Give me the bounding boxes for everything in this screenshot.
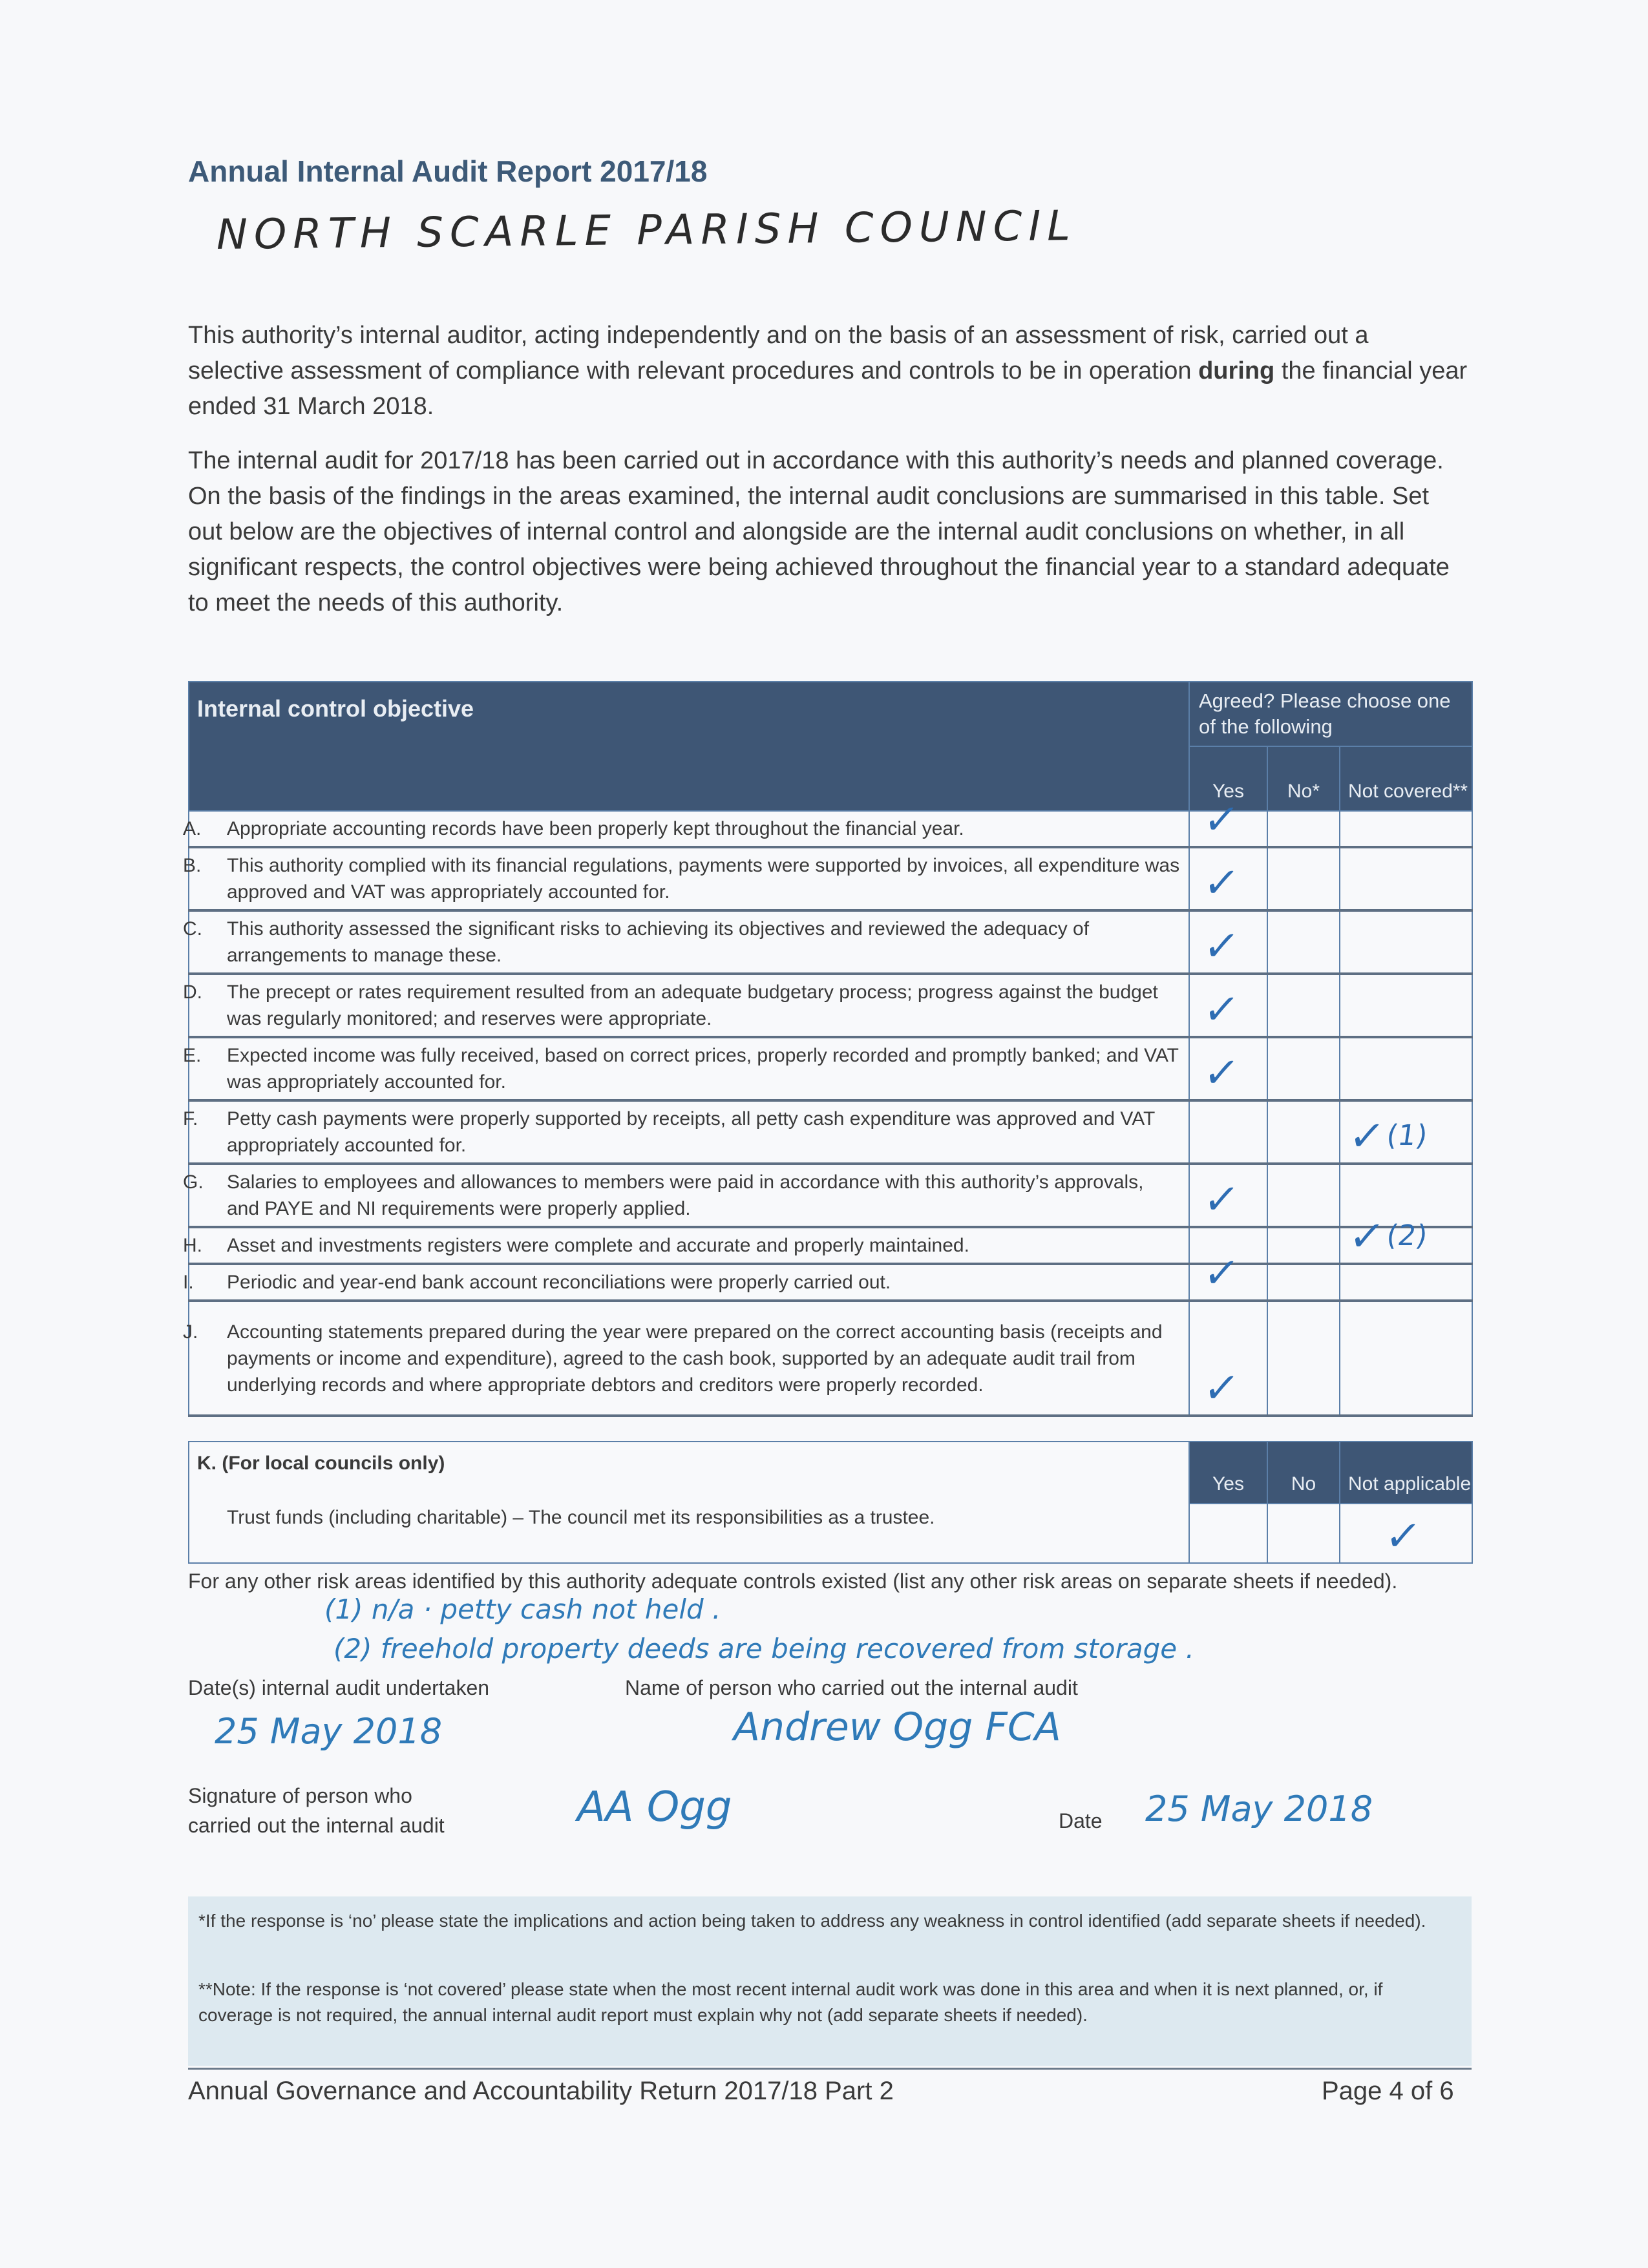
answer-cell-no[interactable] — [1267, 1264, 1340, 1301]
answer-cell-no[interactable] — [1267, 1100, 1340, 1164]
objective-row — [189, 1164, 1472, 1227]
tick-icon — [1200, 796, 1242, 844]
k-header-yes: Yes — [1189, 1442, 1267, 1504]
objective-row — [189, 811, 1472, 847]
tick-icon — [1200, 859, 1242, 907]
tick-icon — [1200, 986, 1242, 1034]
objective-description: Accounting statements prepared during the year were prepared on the correct accounting basis (receipts and payments or income and expenditure), agreed to the cash book, supported by an adequate audit trail from underlying records and where appropriate debtors and creditors were properly recorded. — [227, 1321, 1163, 1396]
auditor-name-value: Andrew Ogg FCA — [734, 1705, 1061, 1750]
objective-letter: B. — [183, 855, 202, 876]
answer-cell-not-covered[interactable] — [1340, 1037, 1472, 1100]
other-risks-label: For any other risk areas identified by this authority adequate controls existed (list any other risk areas on separate sheets if needed). — [188, 1570, 1398, 1593]
objective-description: The precept or rates requirement resulted from an adequate budgetary process; progress against the budget was regularly monitored; and reserves were appropriate. — [227, 982, 1158, 1029]
answer-cell-no[interactable] — [1267, 847, 1340, 910]
signature-date-value: 25 May 2018 — [1145, 1789, 1373, 1829]
answer-cell-not-covered[interactable] — [1340, 847, 1472, 910]
objective-description: Salaries to employees and allowances to members were paid in accordance with this authority’s approvals, and PAYE and NI requirements were properly applied. — [227, 1171, 1144, 1219]
auditor-name-label: Name of person who carried out the internal audit — [625, 1676, 1078, 1699]
tick-icon: ✓ — [1382, 1513, 1424, 1560]
tick-icon — [1200, 1250, 1242, 1297]
intro-paragraph-2: The internal audit for 2017/18 has been carried out in accordance with this authority’s needs and planned coverage. On the basis of the findings in the areas examined, the internal audit conclusions are summarised in this table. Set out below are the objectives of internal control and alongside are the internal audit conclusions on whether, in all significant respects, the control objectives were being achieved throughout the financial year to a standard adequate to meet the needs of this authority. — [188, 447, 1450, 616]
objective-text-cell — [183, 974, 1189, 1037]
k-yes-cell[interactable] — [1189, 1504, 1267, 1563]
answer-cell-not-covered[interactable] — [1340, 1100, 1472, 1164]
intro-p1-pre: This authority’s internal auditor, acting independently and on the basis of an assessment of risk, carried out a selective assessment of compliance with relevant procedures and controls to be in operation — [188, 322, 1369, 384]
tick-icon — [1346, 1213, 1430, 1261]
objective-row — [189, 1264, 1472, 1301]
k-header-not-applicable: Not applicable — [1340, 1442, 1472, 1504]
answer-cell-no[interactable] — [1267, 1164, 1340, 1227]
objective-row — [189, 1037, 1472, 1100]
footer-return-title: Annual Governance and Accountability Return 2017/18 Part 2 — [188, 2077, 894, 2105]
objective-row — [189, 1227, 1472, 1264]
objective-text — [183, 1169, 1181, 1222]
header-yes: Yes — [1189, 746, 1267, 811]
objective-text — [183, 1106, 1181, 1159]
signature-value: AA Ogg — [577, 1783, 732, 1831]
objective-letter: G. — [183, 1171, 204, 1193]
other-risk-note-1: (1) n/a · petty cash not held . — [324, 1593, 721, 1625]
intro-p1-post: the financial year ended 31 March 2018. — [188, 357, 1468, 420]
footer-divider — [188, 2068, 1472, 2070]
answer-cell-yes[interactable] — [1189, 1301, 1267, 1416]
objective-description: Periodic and year-end bank account reconciliations were properly carried out. — [227, 1272, 891, 1293]
objective-text — [183, 1319, 1181, 1398]
answer-cell-yes[interactable] — [1189, 1100, 1267, 1164]
tick-glyph: ✓ — [1200, 1176, 1242, 1224]
tick-icon — [1200, 1176, 1242, 1224]
answer-cell-not-covered[interactable] — [1340, 1264, 1472, 1301]
answer-cell-no[interactable] — [1267, 974, 1340, 1037]
answer-cell-yes[interactable] — [1189, 1250, 1267, 1301]
footnote-no: *If the response is ‘no’ please state the implications and action being taken to address any weakness in control identified (add separate sheets if needed). — [198, 1911, 1426, 1931]
tick-glyph: ✓ — [1346, 1213, 1388, 1261]
k-na-cell[interactable] — [1340, 1504, 1472, 1563]
answer-cell-not-covered[interactable] — [1340, 1301, 1472, 1416]
signature-label — [188, 1781, 445, 1840]
objective-text-cell — [183, 1164, 1189, 1227]
other-risk-note-2: (2) freehold property deeds are being recovered from storage . — [333, 1633, 1194, 1664]
tick-glyph: ✓ — [1200, 923, 1242, 971]
dates-value: 25 May 2018 — [215, 1711, 443, 1752]
objective-letter: I. — [183, 1272, 194, 1293]
tick-glyph: ✓ — [1200, 986, 1242, 1034]
tick-icon — [1200, 923, 1242, 971]
k-heading: K. (For local councils only) — [197, 1453, 445, 1474]
header-not-covered: Not covered** — [1340, 746, 1472, 811]
k-text-cell — [189, 1442, 1189, 1563]
objective-letter: H. — [183, 1235, 202, 1256]
authority-name-handwritten: NORTH SCARLE PARISH COUNCIL — [216, 202, 1077, 259]
answer-cell-no[interactable] — [1267, 811, 1340, 847]
objective-description: This authority complied with its financial regulations, payments were supported by invoices, all expenditure was approved and VAT was appropriately accounted for. — [227, 855, 1180, 903]
objective-letter: C. — [183, 918, 202, 940]
objective-text-cell — [183, 1227, 1189, 1264]
objective-letter: E. — [183, 1045, 202, 1066]
objective-row — [189, 847, 1472, 910]
objective-description: Asset and investments registers were complete and accurate and properly maintained. — [227, 1235, 969, 1256]
answer-cell-not-covered[interactable] — [1340, 811, 1472, 847]
tick-icon — [1200, 1049, 1242, 1097]
tick-note-ref: (2) — [1384, 1219, 1430, 1252]
local-councils-table — [188, 1441, 1473, 1564]
objective-letter: D. — [183, 982, 202, 1003]
k-description: Trust funds (including charitable) – The council met its responsibilities as a trustee. — [227, 1507, 935, 1528]
objective-text-cell — [183, 1264, 1189, 1301]
objective-text — [183, 815, 1181, 842]
tick-icon — [1346, 1113, 1430, 1160]
tick-note-ref: (1) — [1384, 1119, 1430, 1152]
answer-cell-yes[interactable] — [1189, 796, 1267, 847]
objective-letter: J. — [183, 1321, 198, 1343]
dates-label: Date(s) internal audit undertaken — [188, 1676, 490, 1699]
internal-control-objectives-table — [183, 681, 1473, 1417]
answer-cell-yes[interactable] — [1189, 974, 1267, 1037]
report-title: Annual Internal Audit Report 2017/18 — [188, 154, 708, 188]
tick-glyph: ✓ — [1200, 1250, 1242, 1297]
signature-date-label: Date — [1059, 1809, 1103, 1832]
k-header-no: No — [1267, 1442, 1340, 1504]
objective-letter: A. — [183, 818, 202, 839]
objective-text-cell — [183, 811, 1189, 847]
objective-description: This authority assessed the significant risks to achieving its objectives and reviewed the adequacy of arrangements to manage these. — [227, 918, 1090, 966]
objective-row — [189, 974, 1472, 1037]
intro-paragraph-1 — [188, 318, 1468, 425]
objective-text — [183, 852, 1181, 905]
answer-cell-not-covered[interactable] — [1340, 910, 1472, 974]
header-objective: Internal control objective — [189, 682, 1189, 811]
answer-cell-no[interactable] — [1267, 1227, 1340, 1264]
header-no: No* — [1267, 746, 1340, 811]
k-no-cell[interactable] — [1267, 1504, 1340, 1563]
answer-cell-not-covered[interactable] — [1340, 974, 1472, 1037]
objective-row — [189, 1100, 1472, 1164]
objective-text-cell — [183, 1301, 1189, 1416]
footnotes-box — [188, 1896, 1472, 2066]
objective-row — [189, 1301, 1472, 1416]
answer-cell-no[interactable] — [1267, 1301, 1340, 1416]
answer-cell-no[interactable] — [1267, 1037, 1340, 1100]
header-agreed: Agreed? Please choose one of the following — [1189, 682, 1472, 746]
objective-text — [183, 1042, 1181, 1095]
tick-glyph: ✓ — [1346, 1113, 1388, 1160]
signature-label-line-2: carried out the internal audit — [188, 1814, 445, 1837]
answer-cell-not-covered[interactable] — [1340, 1213, 1472, 1264]
answer-cell-yes[interactable] — [1189, 847, 1267, 910]
answer-cell-yes[interactable] — [1189, 910, 1267, 974]
objective-description: Expected income was fully received, based on correct prices, properly recorded and promptly banked; and VAT was appropriately accounted for. — [227, 1045, 1179, 1093]
objective-text — [183, 916, 1181, 969]
objective-text-cell — [183, 1100, 1189, 1164]
signature-label-line-1: Signature of person who — [188, 1784, 412, 1807]
objective-row — [189, 910, 1472, 974]
tick-glyph: ✓ — [1200, 859, 1242, 907]
footnote-not-covered: **Note: If the response is ‘not covered’ please state when the most recent internal audit work was done in this area and when it is next planned, or, if coverage is not required, the annual internal audit report must explain why not (add separate sheets if needed). — [198, 1979, 1383, 2025]
objective-description: Appropriate accounting records have been properly kept throughout the financial year. — [227, 818, 964, 839]
tick-glyph: ✓ — [1200, 796, 1242, 844]
objective-text-cell — [183, 847, 1189, 910]
answer-cell-yes[interactable] — [1189, 1164, 1267, 1227]
answer-cell-yes[interactable] — [1189, 1037, 1267, 1100]
objective-text-cell — [183, 1037, 1189, 1100]
objective-text — [183, 1232, 1181, 1259]
tick-icon — [1200, 1365, 1242, 1412]
objective-text — [183, 1269, 1181, 1296]
answer-cell-no[interactable] — [1267, 910, 1340, 974]
objective-letter: F. — [183, 1108, 198, 1129]
objective-description: Petty cash payments were properly supported by receipts, all petty cash expenditure was approved and VAT appropriately accounted for. — [227, 1108, 1155, 1156]
tick-glyph: ✓ — [1200, 1365, 1242, 1412]
tick-glyph: ✓ — [1200, 1049, 1242, 1097]
objective-text — [183, 979, 1181, 1032]
objective-text-cell — [183, 910, 1189, 974]
footer-page-number: Page 4 of 6 — [1322, 2077, 1454, 2105]
intro-p1-bold: during — [1198, 357, 1275, 384]
